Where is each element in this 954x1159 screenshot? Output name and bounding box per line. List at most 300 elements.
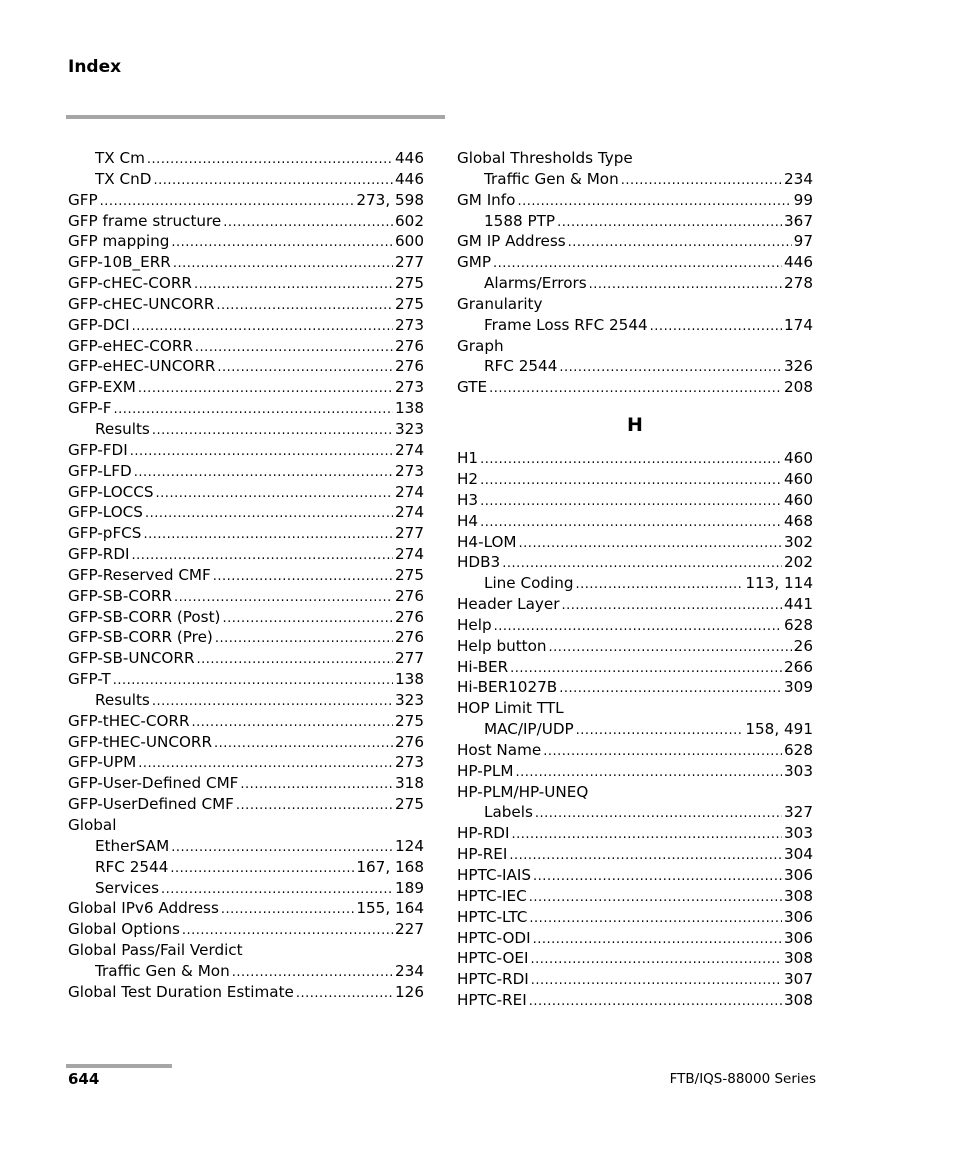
- dot-leader: [480, 450, 782, 471]
- index-page-refs: 323: [395, 690, 424, 709]
- index-page-refs: 275: [395, 294, 424, 313]
- dot-leader: [113, 671, 393, 692]
- dot-leader: [559, 679, 782, 700]
- dot-leader: [171, 838, 393, 859]
- page-number: 644: [68, 1070, 100, 1088]
- index-entry: [68, 169, 424, 190]
- index-page-refs: 266: [784, 657, 813, 676]
- index-entry: [68, 648, 424, 669]
- index-page-refs: 308: [784, 991, 813, 1010]
- index-page-refs: 155, 164: [356, 899, 424, 918]
- index-column-left: [68, 148, 424, 1003]
- index-term: Host Name: [457, 740, 542, 759]
- dot-leader: [132, 317, 393, 338]
- dot-leader: [222, 609, 393, 630]
- dot-leader: [493, 254, 782, 275]
- index-entry: [68, 273, 424, 294]
- index-term: HPTC-LTC: [457, 907, 528, 926]
- index-entry: [457, 336, 813, 357]
- index-entry: [68, 815, 424, 836]
- dot-leader: [509, 846, 782, 867]
- index-entry: [457, 169, 813, 190]
- index-page-refs: 276: [395, 628, 424, 647]
- index-page-refs: 274: [395, 545, 424, 564]
- index-entry: [457, 231, 813, 252]
- index-page-refs: 367: [784, 211, 813, 230]
- index-page-refs: 276: [395, 607, 424, 626]
- dot-leader: [494, 617, 782, 638]
- index-term: Global Thresholds Type: [457, 149, 633, 167]
- index-page-refs: 273: [395, 378, 424, 397]
- dot-leader: [216, 296, 393, 317]
- dot-leader: [557, 213, 782, 234]
- index-term: Results: [95, 690, 150, 709]
- index-entry: [457, 469, 813, 490]
- index-page-refs: 234: [395, 961, 424, 980]
- index-term: Traffic Gen & Mon: [484, 169, 619, 188]
- index-entry: [457, 252, 813, 273]
- dot-leader: [223, 213, 393, 234]
- dot-leader: [533, 867, 782, 888]
- index-term: Alarms/Errors: [484, 274, 587, 293]
- index-term: GFP: [68, 190, 98, 209]
- index-entry: [457, 886, 813, 907]
- dot-leader: [519, 534, 782, 555]
- index-term: GFP-tHEC-UNCORR: [68, 732, 213, 751]
- index-entry: [457, 377, 813, 398]
- index-term: HP-PLM: [457, 761, 514, 780]
- dot-leader: [510, 659, 782, 680]
- index-page-refs: 628: [784, 615, 813, 634]
- dot-leader: [215, 629, 393, 650]
- index-page-refs: 26: [793, 636, 813, 655]
- dot-leader: [543, 742, 782, 763]
- index-entry: [68, 878, 424, 899]
- index-term: H4-LOM: [457, 532, 517, 551]
- index-term: Global IPv6 Address: [68, 899, 219, 918]
- index-term: RFC 2544: [95, 857, 169, 876]
- dot-leader: [197, 650, 394, 671]
- index-page-refs: 308: [784, 886, 813, 905]
- index-page-refs: 97: [793, 232, 813, 251]
- index-entry: [68, 336, 424, 357]
- index-page-refs: 306: [784, 928, 813, 947]
- index-entry: [457, 294, 813, 315]
- index-page-refs: 306: [784, 907, 813, 926]
- index-term: H3: [457, 490, 479, 509]
- dot-leader: [214, 734, 393, 755]
- dot-leader: [132, 546, 393, 567]
- dot-leader: [480, 513, 782, 534]
- dot-leader: [195, 338, 393, 359]
- index-page-refs: 460: [784, 449, 813, 468]
- index-entry: [68, 398, 424, 419]
- index-page-refs: 628: [784, 740, 813, 759]
- index-entry: [457, 698, 813, 719]
- index-term: Global Test Duration Estimate: [68, 982, 294, 1001]
- dot-leader: [114, 400, 393, 421]
- index-entry: [68, 315, 424, 336]
- index-entry: [68, 148, 424, 169]
- index-page-refs: 602: [395, 211, 424, 230]
- index-page-refs: 274: [395, 440, 424, 459]
- index-entry: [68, 586, 424, 607]
- index-entry: [457, 677, 813, 698]
- index-term: GFP-Reserved CMF: [68, 565, 211, 584]
- index-entry: [68, 961, 424, 982]
- index-page-refs: 276: [395, 336, 424, 355]
- dot-leader: [650, 317, 782, 338]
- index-entry: [68, 836, 424, 857]
- index-entry: [457, 928, 813, 949]
- dot-leader: [568, 233, 792, 254]
- index-term: GFP-User-Defined CMF: [68, 774, 239, 793]
- index-page-refs: 275: [395, 711, 424, 730]
- dot-leader: [130, 442, 393, 463]
- dot-leader: [171, 233, 393, 254]
- index-page-refs: 323: [395, 419, 424, 438]
- index-term: GFP-pFCS: [68, 524, 142, 543]
- index-term: Global: [68, 816, 117, 834]
- index-term: GFP-UserDefined CMF: [68, 795, 234, 814]
- index-entry: [457, 802, 813, 823]
- index-entry: [68, 627, 424, 648]
- footer-rule: [66, 1064, 172, 1068]
- index-term: GFP-RDI: [68, 545, 130, 564]
- index-page-refs: 303: [784, 824, 813, 843]
- index-term: Header Layer: [457, 595, 560, 614]
- index-page-refs: 158, 491: [745, 720, 813, 739]
- index-term: H1: [457, 449, 479, 468]
- index-section-h: [457, 448, 813, 1011]
- index-term: GFP-tHEC-CORR: [68, 711, 190, 730]
- index-term: GFP-LOCCS: [68, 482, 154, 501]
- index-page-refs: 307: [784, 970, 813, 989]
- index-term: HP-REI: [457, 845, 508, 864]
- index-term: GFP-EXM: [68, 378, 136, 397]
- index-term: HP-RDI: [457, 824, 510, 843]
- index-term: HPTC-RDI: [457, 970, 529, 989]
- dot-leader: [143, 525, 393, 546]
- index-page-refs: 276: [395, 732, 424, 751]
- dot-leader: [170, 859, 354, 880]
- index-entry: [457, 490, 813, 511]
- index-page-refs: 309: [784, 678, 813, 697]
- dot-leader: [561, 596, 782, 617]
- index-entry: [68, 752, 424, 773]
- index-entry: [68, 857, 424, 878]
- index-term: HPTC-REI: [457, 991, 527, 1010]
- index-term: Global Pass/Fail Verdict: [68, 941, 243, 960]
- index-entry: [457, 594, 813, 615]
- index-entry: [68, 919, 424, 940]
- index-entry: [457, 573, 813, 594]
- index-entry: [68, 211, 424, 232]
- index-term: Global Options: [68, 920, 180, 939]
- index-entry: [457, 657, 813, 678]
- dot-leader: [529, 992, 782, 1013]
- dot-leader: [138, 754, 393, 775]
- index-term: GMP: [457, 253, 492, 272]
- index-page-refs: 441: [784, 595, 813, 614]
- dot-leader: [559, 358, 782, 379]
- dot-leader: [502, 554, 782, 575]
- index-entry: [457, 823, 813, 844]
- index-page-refs: 138: [395, 670, 424, 689]
- index-term: H2: [457, 469, 479, 488]
- index-term: Graph: [457, 336, 504, 355]
- index-entry: [68, 231, 424, 252]
- index-term: H4: [457, 511, 479, 530]
- index-page-refs: 202: [784, 553, 813, 572]
- product-series: FTB/IQS-88000 Series: [669, 1071, 816, 1087]
- dot-leader: [621, 171, 782, 192]
- index-page-refs: 167, 168: [356, 857, 424, 876]
- index-term: Help button: [457, 636, 547, 655]
- index-entry: [68, 190, 424, 211]
- index-entry: [457, 448, 813, 469]
- index-page-refs: 277: [395, 253, 424, 272]
- dot-leader: [182, 921, 393, 942]
- dot-leader: [153, 171, 393, 192]
- index-page-refs: 273: [395, 315, 424, 334]
- index-page-refs: 306: [784, 866, 813, 884]
- index-term: Help: [457, 615, 492, 634]
- index-term: HPTC-OEI: [457, 949, 529, 968]
- index-entry: [457, 190, 813, 211]
- dot-leader: [134, 463, 393, 484]
- index-column-right: [457, 148, 813, 1011]
- dot-leader: [480, 471, 782, 492]
- index-page-refs: 189: [395, 878, 424, 897]
- index-page-refs: 276: [395, 357, 424, 376]
- index-entry: [68, 565, 424, 586]
- index-term: RFC 2544: [484, 357, 558, 376]
- index-entry: [68, 940, 424, 961]
- index-page-refs: 274: [395, 503, 424, 522]
- dot-leader: [576, 721, 744, 742]
- index-term: Frame Loss RFC 2544: [484, 315, 648, 334]
- index-page-refs: 468: [784, 511, 813, 530]
- index-entry: [68, 732, 424, 753]
- dot-leader: [531, 971, 782, 992]
- index-section-g-continued: [457, 148, 813, 398]
- dot-leader: [511, 825, 782, 846]
- dot-leader: [213, 567, 393, 588]
- index-entry: [457, 211, 813, 232]
- dot-leader: [480, 492, 782, 513]
- index-term: GFP-F: [68, 399, 112, 418]
- index-term: GFP-T: [68, 670, 111, 689]
- index-term: GFP-cHEC-UNCORR: [68, 294, 215, 313]
- index-term: GTE: [457, 378, 488, 397]
- index-entry: [68, 419, 424, 440]
- dot-leader: [517, 192, 791, 213]
- index-term: GFP frame structure: [68, 211, 222, 230]
- dot-leader: [152, 692, 393, 713]
- section-letter-h: H: [627, 414, 643, 437]
- index-page-refs: 446: [395, 169, 424, 188]
- page-header-title: Index: [68, 57, 122, 77]
- index-entry: [68, 440, 424, 461]
- index-page-refs: 277: [395, 524, 424, 543]
- index-term: GFP-SB-CORR (Pre): [68, 628, 213, 647]
- index-page-refs: 303: [784, 761, 813, 780]
- index-entry: [457, 865, 813, 886]
- index-page-refs: 234: [784, 169, 813, 188]
- index-entry: [68, 794, 424, 815]
- index-entry: [457, 844, 813, 865]
- dot-leader: [100, 192, 355, 213]
- index-term: GFP-10B_ERR: [68, 253, 171, 272]
- index-page-refs: 273: [395, 753, 424, 772]
- index-term: Hi-BER: [457, 657, 509, 676]
- index-page-refs: 446: [784, 253, 813, 272]
- index-entry: [457, 315, 813, 336]
- index-page-refs: 327: [784, 803, 813, 822]
- index-term: HPTC-IAIS: [457, 866, 532, 884]
- index-page-refs: 275: [395, 274, 424, 293]
- dot-leader: [217, 358, 393, 379]
- dot-leader: [296, 984, 393, 1005]
- index-entry: [457, 761, 813, 782]
- dot-leader: [174, 588, 393, 609]
- index-page-refs: 326: [784, 357, 813, 376]
- index-page-refs: 308: [784, 949, 813, 968]
- index-entry: [457, 532, 813, 553]
- dot-leader: [515, 763, 782, 784]
- dot-leader: [531, 950, 782, 971]
- index-entry: [68, 898, 424, 919]
- index-entry: [457, 719, 813, 740]
- dot-leader: [152, 421, 393, 442]
- index-term: MAC/IP/UDP: [484, 720, 574, 739]
- index-page-refs: 273, 598: [356, 190, 424, 209]
- index-term: HPTC-ODI: [457, 928, 531, 947]
- index-page-refs: 318: [395, 774, 424, 793]
- index-term: GFP-SB-UNCORR: [68, 649, 195, 668]
- index-term: Granularity: [457, 294, 543, 313]
- index-term: Traffic Gen & Mon: [95, 961, 230, 980]
- index-term: GFP-LOCS: [68, 503, 143, 522]
- index-term: HP-PLM/HP-UNEQ: [457, 782, 589, 801]
- index-term: GFP-LFD: [68, 461, 132, 480]
- index-entry: [68, 252, 424, 273]
- index-entry: [457, 907, 813, 928]
- index-entry: [68, 356, 424, 377]
- index-page-refs: 277: [395, 649, 424, 668]
- index-term: HDB3: [457, 553, 501, 572]
- index-entry: [457, 273, 813, 294]
- index-term: Line Coding: [484, 574, 574, 593]
- dot-leader: [240, 775, 393, 796]
- index-entry: [68, 544, 424, 565]
- index-term: TX CnD: [95, 169, 152, 188]
- index-term: GM Info: [457, 190, 516, 209]
- index-entry: [68, 773, 424, 794]
- index-term: GFP-SB-CORR (Post): [68, 607, 221, 626]
- dot-leader: [192, 713, 393, 734]
- index-page-refs: 99: [793, 190, 813, 209]
- index-page-refs: 124: [395, 836, 424, 855]
- index-entry: [68, 482, 424, 503]
- index-term: GFP-eHEC-CORR: [68, 336, 193, 355]
- index-entry: [68, 502, 424, 523]
- dot-leader: [145, 504, 393, 525]
- index-page-refs: 275: [395, 795, 424, 814]
- index-term: GFP-cHEC-CORR: [68, 274, 192, 293]
- dot-leader: [221, 900, 354, 921]
- index-page-refs: 227: [395, 920, 424, 939]
- index-page-refs: 600: [395, 232, 424, 251]
- index-entry: [457, 948, 813, 969]
- index-term: GFP-eHEC-UNCORR: [68, 357, 216, 376]
- dot-leader: [173, 254, 393, 275]
- index-entry: [457, 511, 813, 532]
- index-page-refs: 278: [784, 274, 813, 293]
- index-entry: [457, 148, 813, 169]
- index-page-refs: 460: [784, 490, 813, 509]
- index-term: HOP Limit TTL: [457, 699, 564, 718]
- index-term: 1588 PTP: [484, 211, 556, 230]
- index-page-refs: 274: [395, 482, 424, 501]
- dot-leader: [589, 275, 782, 296]
- index-entry: [68, 523, 424, 544]
- index-page-refs: 273: [395, 461, 424, 480]
- index-entry: [68, 669, 424, 690]
- dot-leader: [161, 880, 393, 901]
- index-page-refs: 174: [784, 315, 813, 334]
- index-term: GM IP Address: [457, 232, 566, 251]
- index-page-refs: 113, 114: [745, 574, 813, 593]
- index-entry: [68, 377, 424, 398]
- index-entry: [457, 615, 813, 636]
- index-entry: [68, 607, 424, 628]
- index-entry: [68, 294, 424, 315]
- index-page-refs: 275: [395, 565, 424, 584]
- index-entry: [457, 636, 813, 657]
- index-entry: [457, 552, 813, 573]
- index-entry: [457, 969, 813, 990]
- index-term: EtherSAM: [95, 836, 170, 855]
- dot-leader: [194, 275, 393, 296]
- index-term: Services: [95, 878, 160, 897]
- header-rule: [66, 115, 445, 119]
- index-entry: [457, 740, 813, 761]
- index-entry: [68, 982, 424, 1003]
- index-term: Results: [95, 419, 150, 438]
- index-page-refs: 302: [784, 532, 813, 551]
- index-term: TX Cm: [95, 149, 145, 167]
- dot-leader: [549, 638, 792, 659]
- index-page-refs: 208: [784, 378, 813, 397]
- index-term: Hi-BER1027B: [457, 678, 558, 697]
- dot-leader: [529, 888, 782, 909]
- index-page-refs: 446: [395, 149, 424, 167]
- dot-leader: [147, 150, 393, 171]
- dot-leader: [232, 963, 393, 984]
- index-entry: [68, 461, 424, 482]
- dot-leader: [236, 796, 393, 817]
- index-term: Labels: [484, 803, 533, 822]
- dot-leader: [529, 909, 782, 930]
- index-term: GFP-SB-CORR: [68, 586, 173, 605]
- index-page-refs: 138: [395, 399, 424, 418]
- index-page-refs: 126: [395, 982, 424, 1001]
- index-term: GFP-DCI: [68, 315, 130, 334]
- index-entry: [457, 782, 813, 803]
- index-page-refs: 276: [395, 586, 424, 605]
